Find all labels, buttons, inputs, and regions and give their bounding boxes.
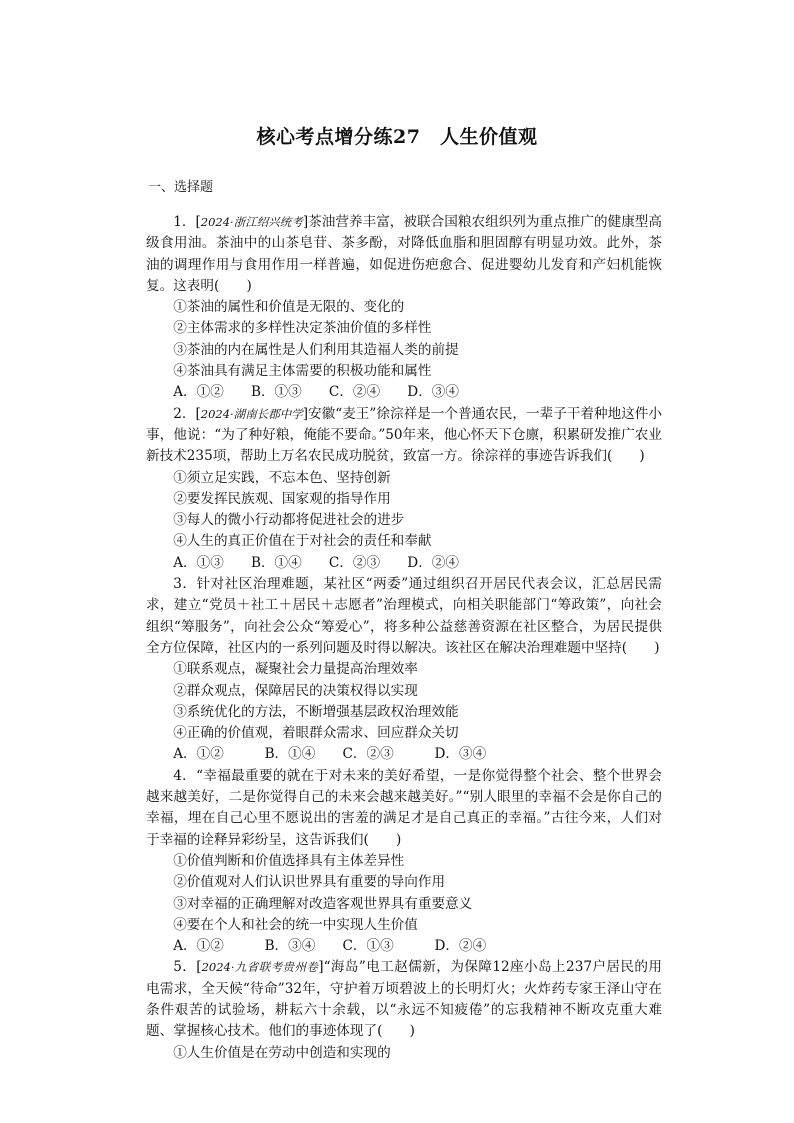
statement-1: ①须立足实践，不忘本色、坚持创新 xyxy=(173,469,391,486)
question-1 xyxy=(146,212,662,404)
question-stem: 5．[2024·九省联考贵州卷]“海岛”电工赵儒新，为保障12座小岛上237户居民的用电需求，全天候“待命”32年，守护着万顷碧波上的长明灯火；火炸药专家王泽山守在条件艰苦的试验场，耕耘六十余载，以“永远不知疲倦”的忘我精神不断攻克重大难题、掌握核心技术。他们的事迹体现了( ) xyxy=(146,959,663,1040)
statement-1: ①人生价值是在劳动中创造和实现的 xyxy=(173,1044,391,1061)
answer-choices: A．①② B．①③ C．②④ D．③④ xyxy=(173,384,459,401)
section-heading: 一、选择题 xyxy=(148,180,214,195)
question-list xyxy=(146,212,662,1064)
question-stem: 1．[2024·浙江绍兴统考]茶油营养丰富，被联合国粮农组织列为重点推广的健康型高级食用油。茶油中的山茶皂苷、茶多酚，对降低血脂和胆固醇有明显功效。此外，茶油的调理作用与食用作用一样普遍，如促进伤疤愈合、促进婴幼儿发育和产妇机能恢复。这表明( ) xyxy=(146,214,663,294)
statement-2: ②价值观对人们认识世界具有重要的导向作用 xyxy=(173,874,446,891)
question-2 xyxy=(146,404,662,574)
question-stem: 2．[2024·湖南长郡中学]安徽“麦王”徐淙祥是一个普通农民，一辈子干着种地这件小事，他说：“为了种好粮，俺能不要命。”50年来，他心怀天下仓廪，积累研发推广农业新技术235项，帮助上万名农民成功脱贫，致富一方。徐淙祥的事迹告诉我们( ) xyxy=(146,405,663,465)
statement-3: ③茶油的内在属性是人们利用其造福人类的前提 xyxy=(173,341,459,358)
question-4 xyxy=(146,766,662,958)
answer-choices: A．①② B．③④ C．①③ D．②④ xyxy=(173,938,487,955)
question-5 xyxy=(146,957,662,1063)
statement-1: ①联系观点，凝聚社会力量提高治理效率 xyxy=(173,661,418,678)
answer-choices: A．①③ B．①④ C．②③ D．②④ xyxy=(173,554,459,571)
statement-4: ④人生的真正价值在于对社会的责任和奉献 xyxy=(173,533,432,550)
statement-3: ③对幸福的正确理解对改造客观世界具有重要意义 xyxy=(173,895,473,912)
statement-2: ②群众观点，保障居民的决策权得以实现 xyxy=(173,682,418,699)
statement-2: ②主体需求的多样性决定茶油价值的多样性 xyxy=(173,320,432,337)
statement-4: ④要在个人和社会的统一中实现人生价值 xyxy=(173,916,418,933)
question-source: 2024·湖南长郡中学 xyxy=(200,406,303,421)
question-source: 2024·浙江绍兴统考 xyxy=(200,215,303,229)
statement-3: ③系统优化的方法，不断增强基层政权治理效能 xyxy=(173,703,459,720)
question-stem: 3．针对社区治理难题，某社区“两委”通过组织召开居民代表会议，汇总居民需求，建立“党员＋社工＋居民＋志愿者”治理模式，向相关职能部门“筹政策”，向社会组织“筹服务”，向社会公众“筹爱心”，将多种公益慈善资源在社区整合，为居民提供全方位保障，社区内的一系列问题及时得以解决。该社区在解决治理难题中坚持( ) xyxy=(146,576,662,656)
statement-4: ④正确的价值观，着眼群众需求、回应群众关切 xyxy=(173,725,459,742)
statement-4: ④茶油具有满足主体需要的积极功能和属性 xyxy=(173,363,432,380)
statement-1: ①茶油的属性和价值是无限的、变化的 xyxy=(173,299,405,316)
question-source: 2024·九省联考贵州卷 xyxy=(201,960,319,975)
answer-choices: A．①② B．①④ C．②③ D．③④ xyxy=(173,746,487,763)
statement-3: ③每人的微小行动都将促进社会的进步 xyxy=(173,512,405,529)
question-3 xyxy=(146,574,662,766)
statement-2: ②要发挥民族观、国家观的指导作用 xyxy=(173,490,391,507)
question-stem: 4．“幸福最重要的就在于对未来的美好希望，一是你觉得整个社会、整个世界会越来越美好，二是你觉得自己的未来会越来越美好。”“别人眼里的幸福不会是你自己的幸福，埋在自己心里不愿说出的害羞的满足才是自己真正的幸福。”古往今来，人们对于幸福的诠释异彩纷呈，这告诉我们( ) xyxy=(146,767,662,848)
statement-1: ①价值判断和价值选择具有主体差异性 xyxy=(173,852,405,869)
page-title: 核心考点增分练27 人生价值观 xyxy=(256,126,538,148)
